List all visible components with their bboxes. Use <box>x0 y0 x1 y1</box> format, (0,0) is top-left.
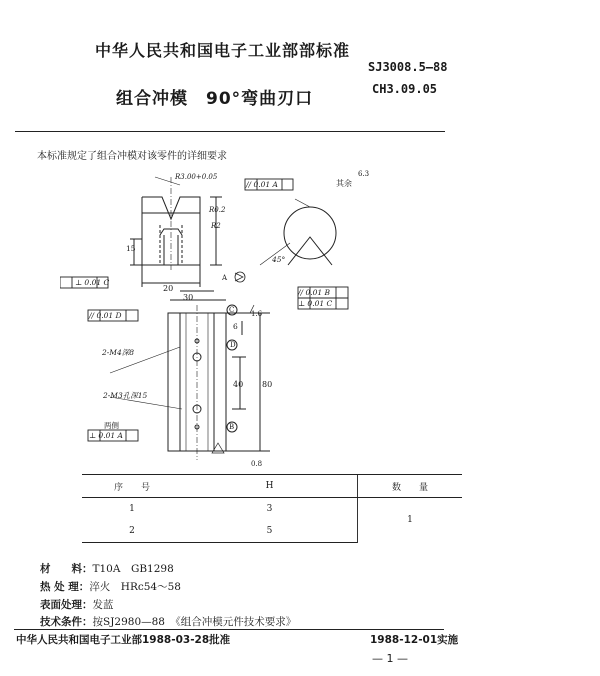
dim-80: 80 <box>262 380 273 389</box>
tol-flat-c: ⊥ 0.01 C <box>75 278 110 287</box>
thread-label: 2-M4深8 <box>102 348 135 357</box>
dim-20: 20 <box>163 284 174 293</box>
surface-line <box>40 597 114 612</box>
tol-parallel-d: // 0.01 D <box>89 311 122 320</box>
standard-number: SJ3008.5—88 <box>368 60 448 74</box>
tol-perp-a: ⊥ 0.01 A <box>89 431 123 440</box>
side-view <box>130 177 222 287</box>
datum-c: C <box>229 306 235 314</box>
header-h: H <box>182 475 358 498</box>
effective-date: 1988-12-01实施 <box>370 634 459 646</box>
rough-other-value: 6.3 <box>358 170 370 178</box>
table-header-row <box>82 475 462 498</box>
tech-value: 按SJ2980—88 《组合冲模元件技术要求》 <box>92 616 297 628</box>
surface-label: 表面处理： <box>40 599 93 611</box>
row-no: 2 <box>82 520 182 543</box>
header-rule <box>15 131 445 132</box>
tech-label: 技术条件： <box>40 616 93 628</box>
heat-value: 淬火 HRc54～58 <box>89 581 181 593</box>
dim-r02: R0.2 <box>209 206 226 214</box>
tolerance-frames <box>60 179 348 441</box>
header-qty: 数 量 <box>358 475 463 498</box>
document-title: 组合冲模 90°弯曲刃口 <box>116 89 314 109</box>
dim-45-deg: 45° <box>272 255 286 264</box>
two-sides-label: 两侧 <box>104 421 119 430</box>
dim-40: 40 <box>233 380 244 389</box>
tech-line <box>40 614 296 629</box>
tol-parallel-a: // 0.01 A <box>246 180 278 189</box>
rough-other-label: 其余 <box>336 179 352 188</box>
chamfer-label: R3.00+0.05 <box>175 173 218 181</box>
tol-parallel-b: // 0.01 B <box>298 288 331 297</box>
front-view <box>110 291 273 460</box>
hole-label: 2-M3孔深15 <box>103 391 148 400</box>
datum-d: D <box>230 341 236 349</box>
detail-view <box>235 199 336 282</box>
table-row <box>82 498 462 521</box>
tol-perp-c: ⊥ 0.01 C <box>298 299 333 308</box>
row-no: 1 <box>129 504 135 514</box>
datum-a: A <box>222 274 228 282</box>
row-qty: 1 <box>358 498 463 543</box>
rough-08: 0.8 <box>251 460 263 468</box>
material-line <box>40 561 174 576</box>
footer-rule <box>14 629 444 630</box>
old-standard-number: CH3.09.05 <box>372 82 438 96</box>
row-h: 3 <box>266 504 273 514</box>
surface-value: 发蓝 <box>92 599 114 611</box>
rough-16: 1.6 <box>251 310 263 318</box>
material-value: T10A GB1298 <box>92 563 174 575</box>
approved-date: 中华人民共和国电子工业部1988-03-28批准 <box>16 634 231 646</box>
organization-title: 中华人民共和国电子工业部部标准 <box>95 41 351 60</box>
page-number: — 1 — <box>372 652 408 665</box>
dim-15: 15 <box>126 244 136 253</box>
dim-6: 6 <box>233 322 238 331</box>
spec-table <box>82 474 462 543</box>
heat-line <box>40 579 181 594</box>
row-h: 5 <box>182 520 358 543</box>
intro-text: 本标准规定了组合冲模对该零件的详细要求 <box>37 151 227 162</box>
dim-r2: R2 <box>211 222 221 230</box>
heat-label: 热 处 理： <box>40 581 90 593</box>
material-label: 材 料： <box>40 563 93 575</box>
header-no: 序 号 <box>82 475 182 498</box>
dim-30: 30 <box>183 293 194 302</box>
datum-b: B <box>229 423 235 431</box>
